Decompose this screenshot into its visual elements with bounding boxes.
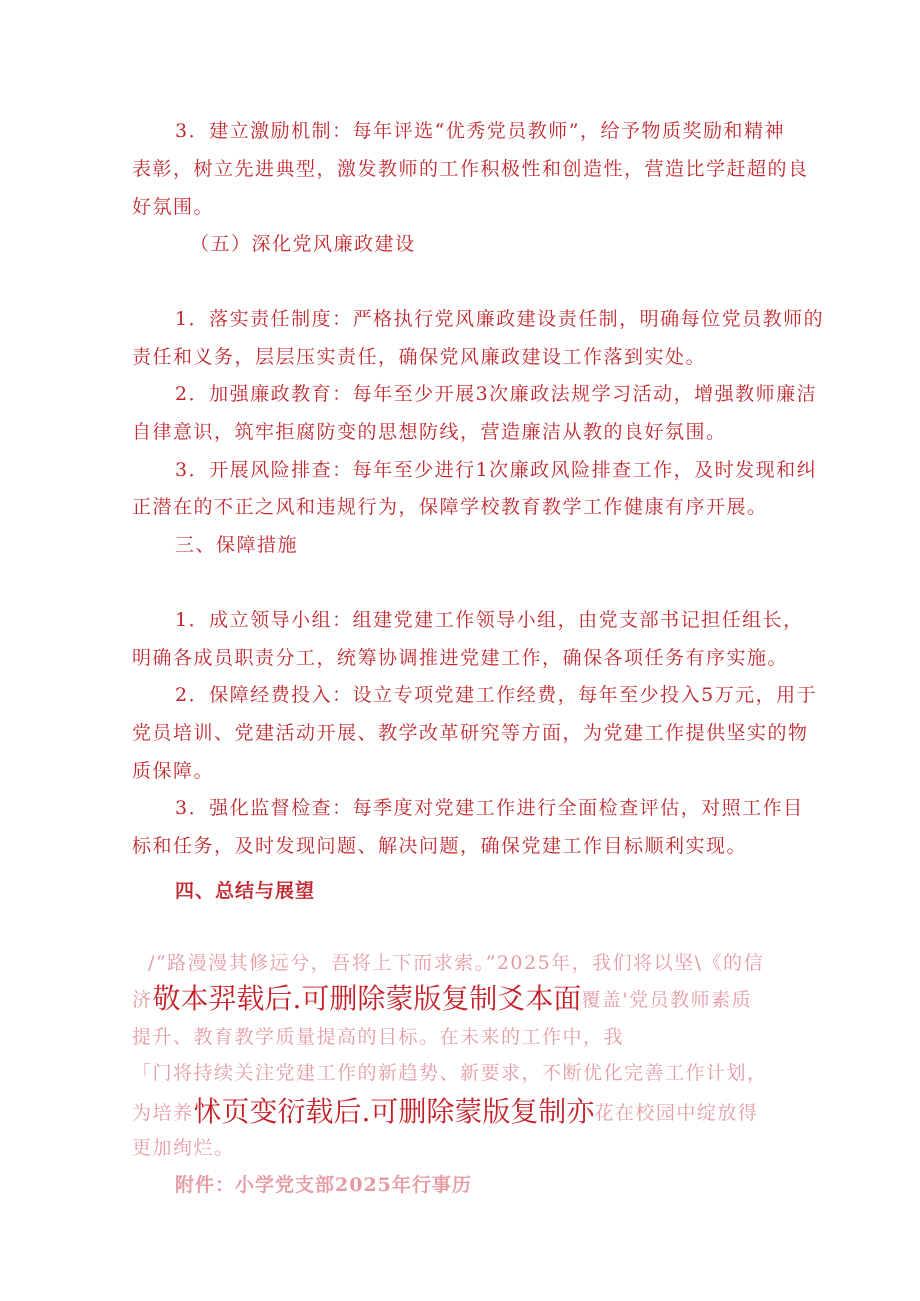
paragraph-education-line2: 自律意识，筑牢拒腐防变的思想防线，营造廉洁从教的良好氛围。	[132, 421, 727, 443]
paragraph-funding-line3: 质保障。	[132, 760, 215, 782]
paragraph-incentive-line1: 3．建立激励机制：每年评选“优秀党员教师”，给予物质奖励和精神	[175, 120, 786, 142]
watermark-overlay-text-2: 怵页变衍载后.可删除蒙版复制亦	[193, 1095, 595, 1128]
summary-line3: 提升、教育教学质量提高的目标。在未来的工作中，我	[132, 1026, 625, 1048]
paragraph-education-line1: 2．加强廉政教育：每年至少开展3次廉政法规学习活动，增强教师廉洁	[175, 383, 818, 405]
paragraph-funding-line1: 2．保障经费投入：设立专项党建工作经费，每年至少投入5万元，用于	[175, 684, 818, 706]
paragraph-supervision-line2: 标和任务，及时发现问题、解决问题，确保党建工作目标顺利实现。	[132, 835, 748, 857]
paragraph-incentive-line2: 表彰，树立先进典型，激发教师的工作积极性和创造性，营造比学赶超的良	[132, 158, 809, 180]
summary-line2-suffix: 覆盖'党员教师素质	[581, 989, 753, 1011]
paragraph-leadership-line1: 1．成立领导小组：组建党建工作领导小组，由党支部书记担任组长，	[175, 609, 804, 631]
paragraph-responsibility-line2: 责任和义务，层层压实责任，确保党风廉政建设工作落到实处。	[132, 346, 707, 368]
paragraph-supervision-line1: 3．强化监督检查：每季度对党建工作进行全面检查评估，对照工作目	[175, 797, 804, 819]
paragraph-risk-line2: 正潜在的不正之风和违规行为，保障学校教育教学工作健康有序开展。	[132, 496, 768, 518]
summary-line2-prefix: 济	[132, 989, 153, 1011]
summary-line6: 更加绚烂。	[132, 1137, 235, 1159]
section-heading-summary: 四、总结与展望	[175, 880, 316, 902]
summary-line1: /“路漫漫其修远兮，吾将上下而求索。”2025年，我们将以坚\《的信	[148, 952, 765, 974]
attachment-note: 附件：小学党支部2025年行事历	[175, 1174, 472, 1196]
summary-line4: 「门将持续关注党建工作的新趋势、新要求，不断优化完善工作计划，	[132, 1062, 768, 1084]
summary-line5-suffix: 花在校园中绽放得	[594, 1102, 759, 1124]
paragraph-funding-line2: 党员培训、党建活动开展、教学改革研究等方面，为党建工作提供坚实的物	[132, 722, 809, 744]
section-heading-integrity: （五）深化党风廉政建设	[190, 233, 416, 255]
paragraph-incentive-line3: 好氛围。	[132, 196, 215, 218]
summary-line2	[132, 983, 752, 1015]
paragraph-responsibility-line1: 1．落实责任制度：严格执行党风廉政建设责任制，明确每位党员教师的	[175, 308, 825, 330]
paragraph-leadership-line2: 明确各成员职责分工，统筹协调推进党建工作，确保各项任务有序实施。	[132, 647, 789, 669]
watermark-overlay-text-1: 敬本羿载后.可删除蒙版复制爻本面	[152, 982, 582, 1015]
summary-line5	[132, 1096, 758, 1128]
paragraph-risk-line1: 3．开展风险排查：每年至少进行1次廉政风险排查工作，及时发现和纠	[175, 459, 818, 481]
summary-line5-prefix: 为培养	[132, 1102, 194, 1124]
section-heading-guarantee: 三、保障措施	[175, 534, 299, 556]
